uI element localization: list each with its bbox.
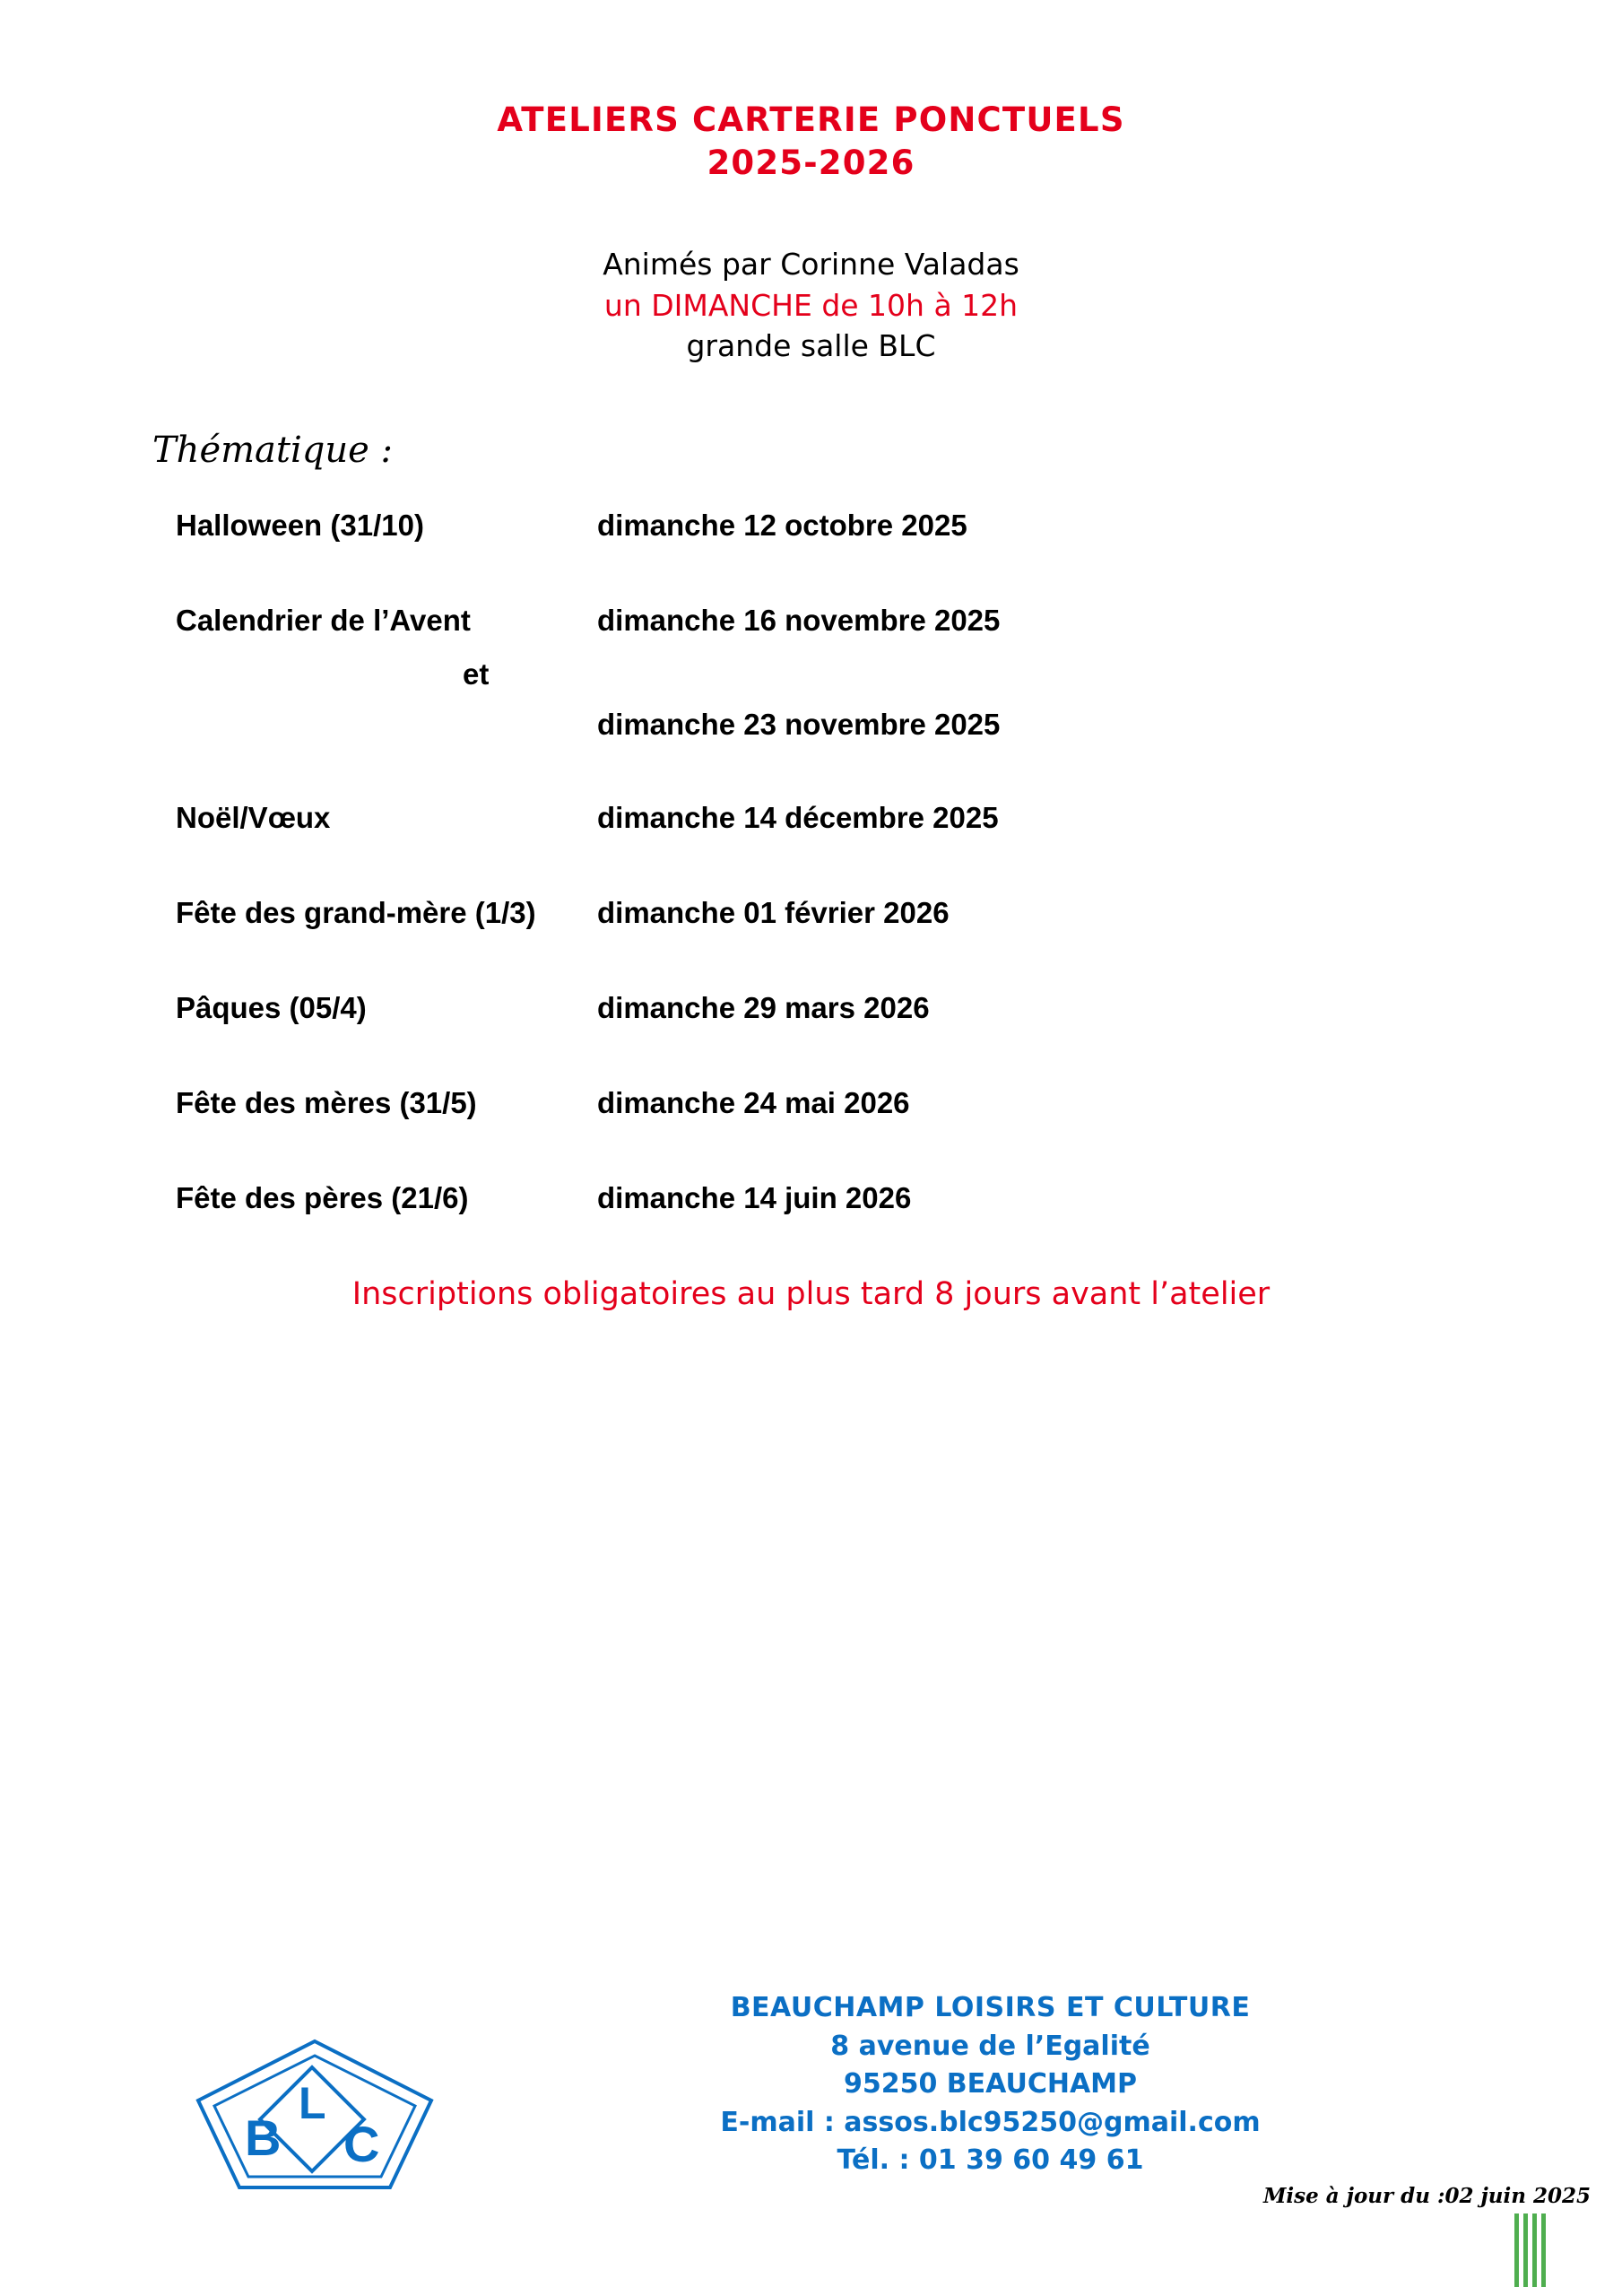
page-title: ATELIERS CARTERIE PONCTUELS [497, 100, 1125, 139]
workshop-list [176, 509, 1485, 1221]
footer-org: BEAUCHAMP LOISIRS ET CULTURE [730, 1992, 1251, 2023]
workshop-date: dimanche 29 mars 2026 [597, 990, 930, 1024]
list-item [176, 801, 1485, 840]
title-block [0, 99, 1622, 185]
workshop-date: dimanche 16 novembre 2025 [597, 603, 1001, 637]
barcode-mark [1514, 2213, 1566, 2287]
footer [0, 1980, 1622, 2249]
subtitle-block [0, 244, 1622, 367]
list-item [176, 509, 1485, 548]
page-title-years: 2025-2026 [707, 144, 915, 183]
subtitle-location: grande salle BLC [686, 328, 936, 364]
registration-notice: Inscriptions obligatoires au plus tard 8 jours avant l’atelier [351, 1275, 1271, 1312]
footer-city: 95250 BEAUCHAMP [843, 2068, 1137, 2100]
subtitle-animator: Animés par Corinne Valadas [603, 247, 1019, 283]
svg-text:B: B [245, 2109, 282, 2166]
list-item [176, 896, 1485, 935]
workshop-date: dimanche 14 décembre 2025 [597, 800, 999, 834]
workshop-date: dimanche 12 octobre 2025 [597, 508, 967, 542]
list-item [176, 1181, 1485, 1221]
subtitle-schedule: un DIMANCHE de 10h à 12h [603, 287, 1019, 323]
workshop-theme: Fête des mères (31/5) [176, 1085, 477, 1119]
workshop-theme: Calendrier de l’Avent [176, 603, 471, 637]
workshop-date: dimanche 01 février 2026 [597, 895, 950, 929]
connector-row [176, 657, 1485, 691]
blc-logo [193, 2036, 437, 2193]
workshop-theme: Pâques (05/4) [176, 990, 367, 1024]
svg-text:C: C [343, 2116, 380, 2172]
thematique-heading: Thématique : [152, 429, 393, 471]
workshop-date: dimanche 24 mai 2026 [597, 1085, 910, 1119]
update-date: Mise à jour du :02 juin 2025 [1262, 2184, 1591, 2208]
workshop-theme: Noël/Vœux [176, 800, 331, 834]
list-item [176, 604, 1485, 643]
list-item [176, 708, 1485, 747]
footer-phone: Tél. : 01 39 60 49 61 [837, 2144, 1144, 2177]
list-item [176, 991, 1485, 1031]
workshop-date: dimanche 23 novembre 2025 [597, 707, 1001, 741]
list-item [176, 1086, 1485, 1126]
workshop-theme: Fête des grand-mère (1/3) [176, 895, 536, 929]
svg-text:L: L [299, 2078, 326, 2128]
footer-address: 8 avenue de l’Egalité [830, 2030, 1150, 2062]
workshop-theme: Fête des pères (21/6) [176, 1180, 469, 1214]
footer-contact [466, 1989, 1514, 2180]
footer-email[interactable]: E-mail : assos.blc95250@gmail.com [720, 2106, 1261, 2138]
workshop-date: dimanche 14 juin 2026 [597, 1180, 912, 1214]
workshop-theme: Halloween (31/10) [176, 508, 424, 542]
connector-label: et [463, 657, 490, 691]
